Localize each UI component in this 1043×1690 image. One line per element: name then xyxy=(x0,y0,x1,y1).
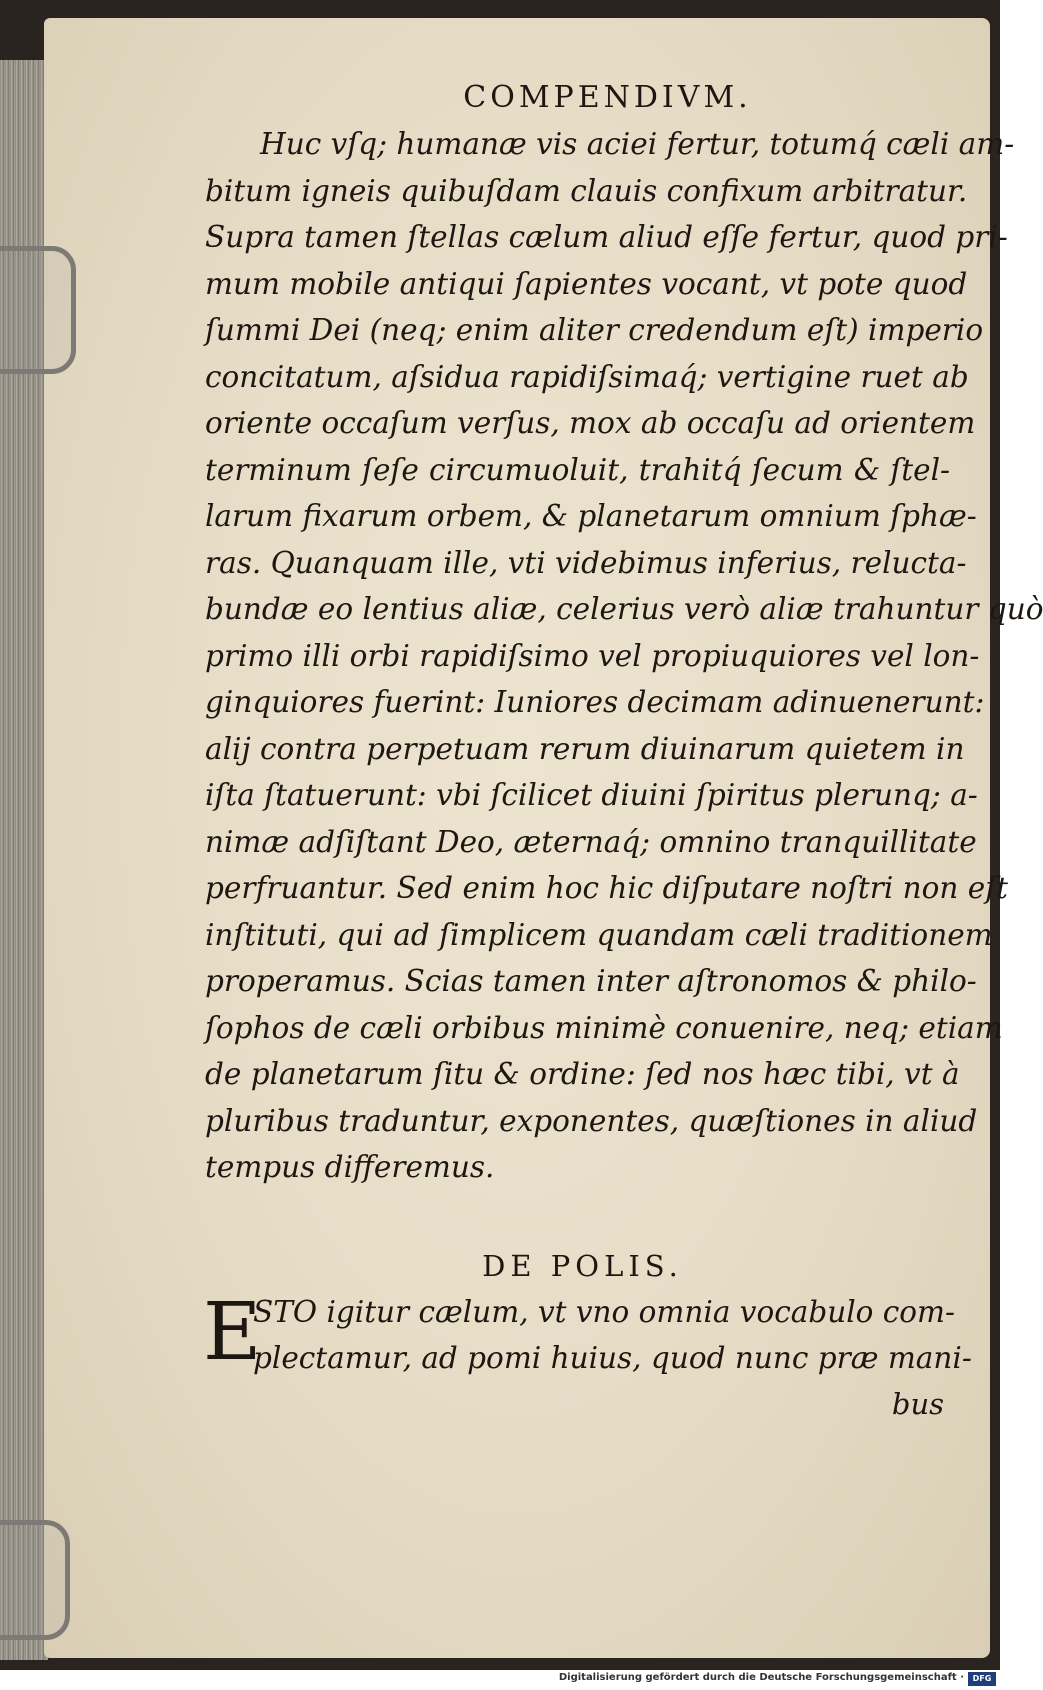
section-paragraph xyxy=(203,1284,972,1382)
text-line: tempus differemus. xyxy=(205,1150,495,1184)
text-line: primo illi orbi rapidiſsimo vel propiuquiores vel lon- xyxy=(205,638,980,673)
text-line: concitatum, aſsidua rapidiſsimaq́; vertigine ruet ab xyxy=(205,359,969,394)
text-line: inſtituti, qui ad ſimplicem quandam cæli traditionem xyxy=(205,917,993,952)
text-line: pluribus traduntur, exponentes, quæſtiones in aliud xyxy=(205,1103,978,1138)
catchword: bus xyxy=(891,1386,944,1421)
text-line: alij contra perpetuam rerum diuinarum quietem in xyxy=(205,731,965,766)
text-line: terminum ſeſe circumuoluit, trahitq́ ſecum & ſtel- xyxy=(205,452,950,487)
text-line: iſta ſtatuerunt: vbi ſcilicet diuini ſpiritus plerunq; a- xyxy=(205,778,978,812)
text-line: de planetarum ſitu & ordine: ſed nos hæc tibi, vt à xyxy=(205,1057,960,1091)
book-clamp-upper xyxy=(0,246,76,374)
page-text-block xyxy=(203,80,1043,1426)
text-line: ſummi Dei (neq; enim aliter credendum eſt) imperio xyxy=(205,313,984,347)
text-line: STO igitur cælum, vt vno omnia vocabulo com- xyxy=(253,1294,955,1329)
text-line: larum fixarum orbem, & planetarum omnium ſphæ- xyxy=(205,499,977,533)
text-line: oriente occaſum verſus, mox ab occaſu ad orientem xyxy=(205,406,976,440)
book-clamp-lower xyxy=(0,1520,70,1640)
text-line: ginquiores fuerint: Iuniores decimam adinuenerunt: xyxy=(205,685,985,719)
main-paragraph xyxy=(205,121,1043,1191)
dfg-logo: DFG xyxy=(968,1672,996,1686)
text-line: properamus. Scias tamen inter aſtronomos & philo- xyxy=(205,964,977,998)
section-heading: DE POLIS. xyxy=(482,1248,683,1283)
text-line: bundæ eo lentius aliæ, celerius verò aliæ trahuntur quò xyxy=(205,592,1043,626)
text-line: bitum igneis quibuſdam clauis confixum arbitratur. xyxy=(205,173,968,208)
text-line: plectamur, ad pomi huius, quod nunc præ mani- xyxy=(253,1341,972,1375)
running-head: COMPENDIVM. xyxy=(463,80,752,115)
text-line: ſophos de cæli orbibus minimè conuenire, neq; etiam xyxy=(205,1010,1003,1045)
text-line: nimæ adſiſtant Deo, æternaq́; omnino tranquillitate xyxy=(205,824,977,859)
text-line: ras. Quanquam ille, vti videbimus inferius, relucta- xyxy=(205,545,967,580)
drop-cap: E xyxy=(203,1284,262,1378)
text-line: Huc vſq; humanæ vis aciei fertur, totumq́ cæli am- xyxy=(260,127,1015,161)
text-line: mum mobile antiqui ſapientes vocant, vt pote quod xyxy=(205,266,968,301)
footer-credit: Digitalisierung gefördert durch die Deutsche Forschungsgemeinschaft · xyxy=(558,1672,964,1683)
text-line: Supra tamen ſtellas cælum aliud eſſe fertur, quod pri- xyxy=(205,220,1008,254)
text-line: perfruantur. Sed enim hoc hic diſputare noſtri non eſt xyxy=(205,871,1008,905)
